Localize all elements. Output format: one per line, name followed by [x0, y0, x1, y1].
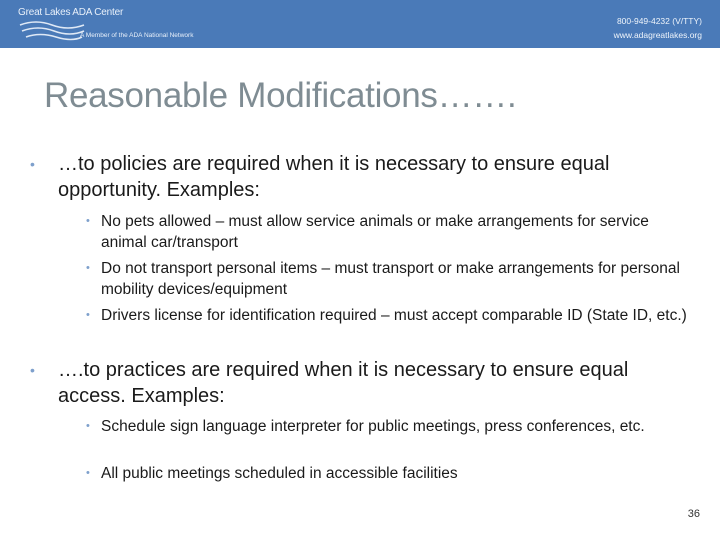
bullet-icon: • [86, 467, 90, 479]
bullet-icon: • [86, 262, 90, 274]
contact-info [614, 14, 702, 42]
sub-bullet-text: Schedule sign language interpreter for public meetings, press conferences, etc. [101, 418, 645, 435]
sub-bullet-text: Do not transport personal items – must transport or make arrangements for personal mobility devices/equipment [101, 260, 680, 298]
bullet-icon: • [86, 420, 90, 432]
bullet-icon: • [30, 362, 35, 378]
header-bar [0, 0, 720, 48]
sub-bullet-text: All public meetings scheduled in accessible facilities [101, 465, 458, 482]
sub-bullet-item [88, 305, 688, 326]
bullet-icon: • [30, 156, 35, 172]
website-url: www.adagreatlakes.org [613, 30, 702, 40]
logo-name: Great Lakes ADA Center [18, 7, 124, 18]
bullet-icon: • [86, 215, 90, 227]
sub-bullet-text: No pets allowed – must allow service animals or make arrangements for service animal car/transport [101, 213, 649, 251]
phone-number: 800-949-4232 (V/TTY) [616, 16, 702, 26]
bullet-text: ….to practices are required when it is necessary to ensure equal access. Examples: [58, 359, 629, 407]
sub-bullet-item [88, 463, 688, 484]
sub-bullet-item [88, 211, 688, 253]
bullet-icon: • [86, 309, 90, 321]
logo-tagline: A Member of the ADA National Network [80, 32, 194, 39]
great-lakes-ada-center-logo [18, 4, 218, 44]
waves-icon [18, 19, 88, 41]
sub-bullet-text: Drivers license for identification required – must accept comparable ID (State ID, etc.) [101, 307, 687, 324]
slide-title: Reasonable Modifications……. [44, 76, 517, 115]
page-number: 36 [687, 508, 700, 520]
bullet-item [30, 151, 684, 203]
sub-bullet-item [88, 258, 688, 300]
bullet-item [30, 357, 684, 409]
bullet-text: …to policies are required when it is necessary to ensure equal opportunity. Examples: [58, 153, 610, 201]
sub-bullet-item [88, 416, 688, 437]
